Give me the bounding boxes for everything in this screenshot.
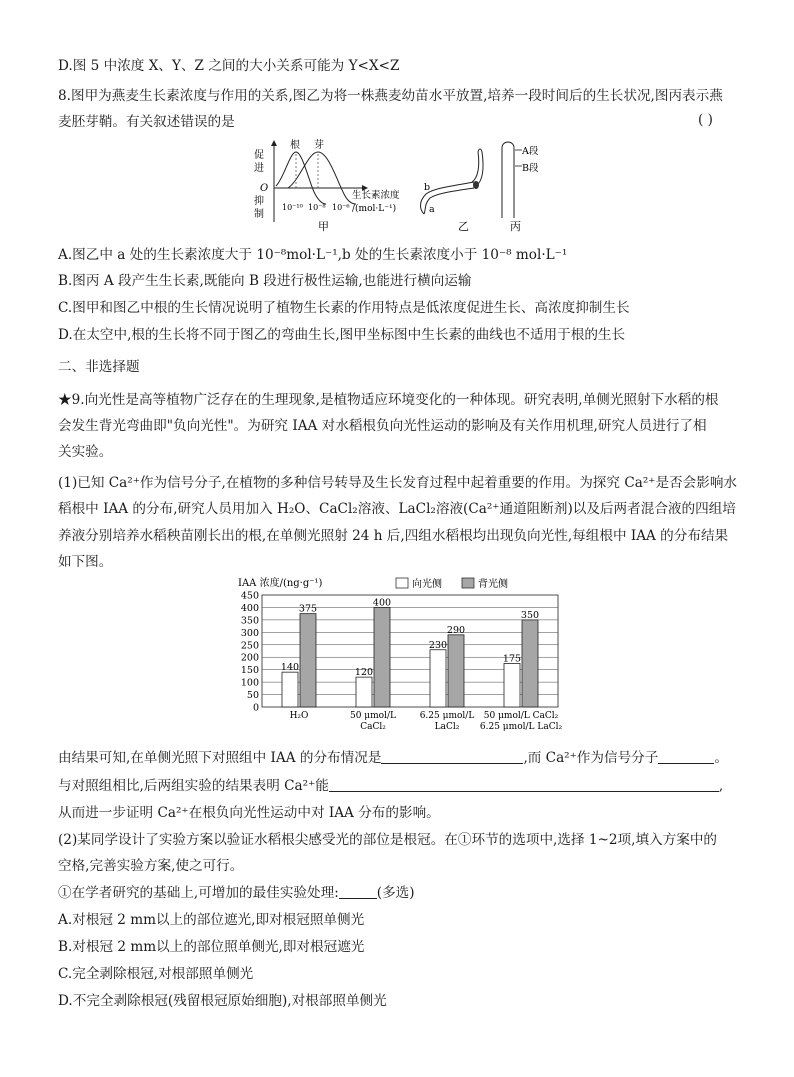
answer-blank-2[interactable] — [658, 749, 714, 764]
q7-option-d: D.图 5 中浓度 X、Y、Z 之间的大小关系可能为 Y<X<Z — [58, 58, 400, 74]
label-a: a — [429, 204, 435, 215]
root-label: 根 — [290, 140, 300, 151]
x-category-label: 6.25 μmol/L — [419, 711, 475, 721]
answer-blank-1[interactable] — [381, 749, 523, 764]
q9-line1: ★9.向光性是高等植物广泛存在的生理现象,是植物适应环境变化的一种体现。研究表明,单侧光照射下水稻的根 — [58, 392, 719, 408]
bar-value-label: 120 — [354, 667, 374, 679]
bar-value-label: 400 — [372, 597, 392, 609]
bar-value-label: 290 — [446, 624, 466, 636]
inhibit-label-2: 制 — [254, 209, 264, 220]
figure-bing — [502, 142, 539, 233]
q8-option-c: C.图甲和图乙中根的生长情况说明了植物生长素的作用特点是低浓度促进生长、高浓度抑制生长 — [58, 300, 630, 316]
q9-option-c: C.完全剥除根冠,对根部照单侧光 — [58, 966, 254, 982]
seedling-shoot — [472, 152, 483, 186]
q9-option-a: A.对根冠 2 mm以上的部位遮光,即对根冠照单侧光 — [58, 912, 365, 928]
q8-option-b: B.图丙 A 段产生生长素,既能向 B 段进行极性运输,也能进行横向运输 — [58, 273, 472, 289]
root-curve — [276, 152, 326, 204]
bar — [374, 607, 390, 707]
bar-value-label: 350 — [520, 609, 540, 621]
caption-yi: 乙 — [458, 220, 469, 233]
q8-stem-line1: 8.图甲为燕麦生长素浓度与作用的关系,图乙为将一株燕麦幼苗水平放置,培养一段时间后的生长状况,图丙表示燕 — [58, 88, 723, 104]
answer-blank-3[interactable] — [329, 777, 719, 792]
q9-part1-line1: (1)已知 Ca²⁺作为信号分子,在植物的多种信号转导及生长发育过程中起着重要的作用。为探究 Ca²⁺是否会影响水 — [58, 475, 738, 491]
q9-answer-line3: 从而进一步证明 Ca²⁺在根负向光性运动中对 IAA 分布的影响。 — [58, 805, 440, 821]
answer1-text-c: 。 — [714, 750, 728, 766]
answer-bracket: ( ) — [698, 112, 713, 128]
promote-label-1: 促 — [254, 150, 264, 161]
q9-part2-line1: (2)某同学设计了实验方案以验证水稻根尖感受光的部位是根冠。在①环节的选项中,选择 1~2项,填入方案中的 — [58, 832, 718, 848]
x-axis-label-1: 生长素浓度 — [352, 190, 400, 201]
y-tick-label: 250 — [240, 640, 259, 652]
bar — [522, 620, 538, 707]
origin-label: O — [260, 183, 269, 194]
legend-label-dark: 背光侧 — [478, 579, 508, 590]
coleoptile — [502, 142, 514, 218]
bar — [300, 614, 316, 707]
q9-part1-line4: 如下图。 — [58, 554, 113, 570]
x-axis-label-2: /(mol·L⁻¹) — [352, 204, 397, 214]
y-tick-label: 300 — [240, 627, 259, 639]
figure-jia — [254, 138, 400, 233]
answer2-text-b: , — [718, 778, 724, 794]
q9-answer-line2 — [58, 776, 723, 796]
x-category-label: 50 μmol/L CaCl₂ — [483, 711, 559, 721]
q8-stem-line2: 麦胚芽鞘。有关叙述错误的是 — [58, 114, 235, 130]
x-category-label: 6.25 μmol/L LaCl₂ — [479, 722, 563, 732]
figure-yi — [421, 149, 484, 233]
q9-answer-line1 — [58, 748, 728, 768]
y-tick-label: 350 — [240, 615, 259, 627]
q9-option-b: B.对根冠 2 mm以上的部位照单侧光,即对根冠遮光 — [58, 939, 365, 955]
shoot-curve — [288, 152, 356, 204]
q8-option-d: D.在太空中,根的生长将不同于图乙的弯曲生长,图甲坐标图中生长素的曲线也不适用于根的生长 — [58, 327, 626, 343]
x-category-label: CaCl₂ — [360, 722, 386, 732]
answer2-text-a: 与对照组相比,后两组实验的结果表明 Ca²⁺能 — [58, 778, 329, 794]
x-category-label: 50 μmol/L — [349, 711, 397, 721]
y-tick-label: 150 — [240, 665, 259, 677]
q9-option-d: D.不完全剥除根冠(残留根冠原始细胞),对根部照单侧光 — [58, 993, 387, 1009]
q9-line3: 关实验。 — [58, 444, 113, 460]
q9-part1-line2: 稻根中 IAA 的分布,研究人员用加入 H₂O、CaCl₂溶液、LaCl₂溶液(Ca²⁺通道阻断剂)以及后两者混合液的四组培 — [58, 501, 736, 517]
bar — [282, 672, 298, 707]
inhibit-label-1: 抑 — [254, 196, 264, 207]
step1-multi: (多选) — [376, 885, 415, 901]
bar — [448, 635, 464, 707]
tick-1e-8: 10⁻⁸ — [308, 203, 326, 212]
legend-label-light: 向光侧 — [412, 579, 442, 590]
step1-text: ①在学者研究的基础上,可增加的最佳实验处理: — [58, 885, 339, 901]
tick-1e-10: 10⁻¹⁰ — [282, 203, 303, 212]
bar — [356, 677, 372, 707]
bar — [504, 663, 520, 707]
tick-1e-6: 10⁻⁶ — [332, 203, 350, 212]
q9-part2-line2: 空格,完善实验方案,使之可行。 — [58, 858, 244, 874]
y-tick-label: 450 — [240, 590, 259, 602]
label-b: b — [424, 182, 431, 193]
q9-line2: 会发生背光弯曲即"负向光性"。为研究 IAA 对水稻根负向光性运动的影响及有关作用机理,研究人员进行了相 — [58, 418, 707, 434]
caption-jia: 甲 — [318, 220, 329, 233]
bar-value-label: 140 — [280, 662, 300, 674]
y-tick-label: 0 — [252, 702, 259, 714]
y-tick-label: 200 — [240, 652, 259, 664]
q9-part1-line3: 养液分别培养水稻秧苗刚长出的根,在单侧光照射 24 h 后,四组水稻根均出现负向光性,每组根中 IAA 的分布结果 — [58, 528, 729, 544]
chart-legend — [396, 577, 508, 590]
segment-b-label: B段 — [522, 163, 539, 174]
chart-y-label: IAA 浓度/(ng·g⁻¹) — [238, 578, 323, 589]
answer1-text-b: ,而 Ca²⁺作为信号分子 — [523, 750, 659, 766]
y-tick-label: 400 — [240, 602, 259, 614]
y-tick-label: 100 — [240, 677, 259, 689]
legend-swatch-dark — [462, 578, 474, 588]
answer-blank-4[interactable] — [339, 884, 377, 899]
caption-bing: 丙 — [510, 220, 521, 233]
bar-value-label: 175 — [502, 653, 522, 665]
bar — [430, 650, 446, 707]
shoot-label: 芽 — [314, 140, 324, 151]
promote-label-2: 进 — [254, 163, 264, 174]
legend-swatch-light — [396, 578, 408, 588]
q9-step1 — [58, 883, 415, 903]
bar-value-label: 375 — [298, 603, 318, 615]
q8-figure — [252, 138, 552, 238]
bar-value-label: 230 — [428, 639, 448, 651]
x-category-label: H₂O — [289, 711, 309, 721]
answer1-text-a: 由结果可知,在单侧光照下对照组中 IAA 的分布情况是 — [58, 750, 382, 766]
q8-option-a: A.图乙中 a 处的生长素浓度大于 10⁻⁸mol·L⁻¹,b 处的生长素浓度小于 10⁻⁸ mol·L⁻¹ — [58, 247, 568, 263]
x-category-label: LaCl₂ — [434, 722, 460, 732]
y-tick-label: 50 — [246, 690, 259, 702]
iaa-bar-chart — [228, 575, 568, 740]
section-heading: 二、非选择题 — [58, 359, 140, 375]
segment-a-label: A段 — [522, 146, 539, 157]
